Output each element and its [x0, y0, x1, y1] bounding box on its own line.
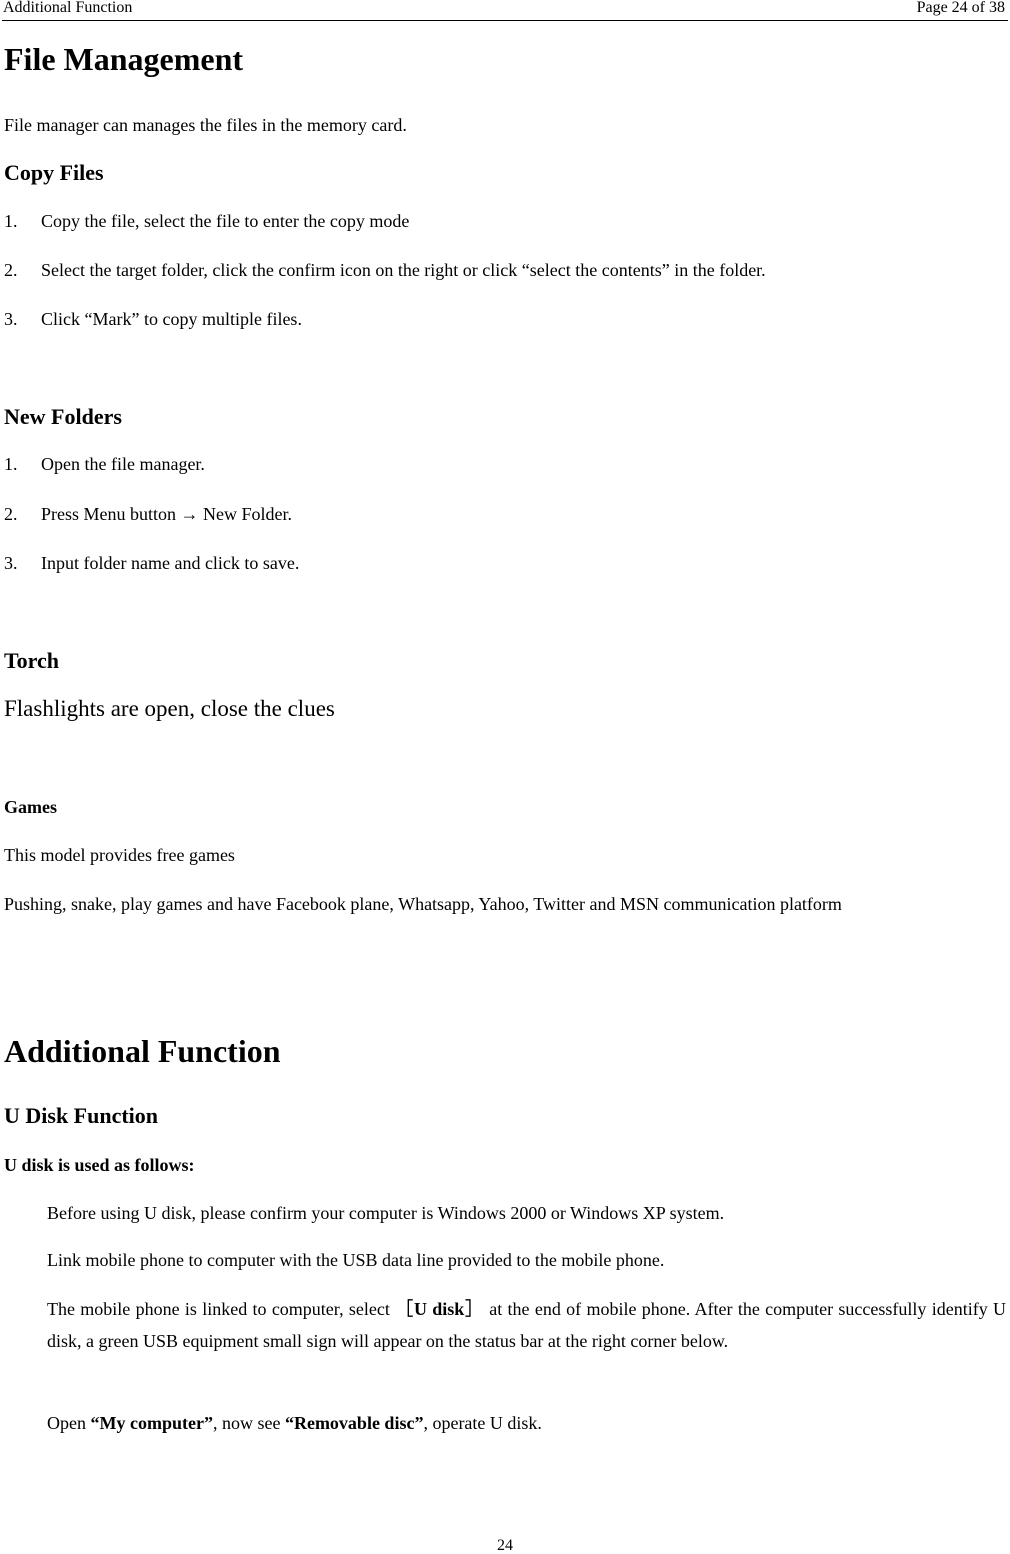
u-disk-paragraph-3 [47, 1293, 1006, 1357]
copy-step-number: 1. [4, 211, 18, 231]
u-disk-option-label: ［U disk］ [395, 1299, 484, 1319]
running-header-right: Page 24 of 38 [916, 0, 1005, 16]
heading-u-disk-function: U Disk Function [4, 1103, 159, 1128]
u-disk-paragraph-4 [47, 1407, 1006, 1439]
file-management-intro: File manager can manages the files in the memory card. [4, 115, 407, 135]
heading-new-folders: New Folders [4, 404, 122, 429]
games-line-2: Pushing, snake, play games and have Facebook plane, Whatsapp, Yahoo, Twitter and MSN communication platform [4, 894, 842, 914]
removable-disc-label: “Removable disc” [284, 1413, 424, 1433]
heading-games: Games [4, 797, 57, 817]
copy-step-number: 2. [4, 260, 18, 280]
heading-copy-files: Copy Files [4, 160, 104, 185]
running-header-left: Additional Function [3, 0, 133, 16]
torch-text: Flashlights are open, close the clues [4, 696, 335, 721]
section-title-file-management: File Management [4, 41, 244, 77]
u-disk-paragraph-1: Before using U disk, please confirm your computer is Windows 2000 or Windows XP system. [47, 1203, 725, 1223]
p4-text: , operate U disk. [423, 1413, 542, 1433]
header-rule [2, 20, 1008, 21]
folder-step-number: 3. [4, 553, 18, 573]
p4-text: , now see [212, 1413, 285, 1433]
folder-step-text: Input folder name and click to save. [41, 553, 300, 573]
p3-text: at the end of mobile phone. After the computer successfully identify U disk, a green USB equipment small sign will appear on the status bar at the right corner below. [47, 1299, 1006, 1351]
p4-text: Open [47, 1413, 91, 1433]
folder-step-text: Open the file manager. [41, 454, 205, 474]
p3-text: The mobile phone is linked to computer, select [47, 1299, 396, 1319]
folder-step-text: Press Menu button → New Folder. [41, 504, 292, 524]
games-line-1: This model provides free games [4, 845, 235, 865]
page-number: 24 [497, 1537, 513, 1554]
folder-step-number: 2. [4, 504, 18, 524]
copy-step-text: Select the target folder, click the confirm icon on the right or click “select the contents” in the folder. [41, 260, 766, 280]
section-title-additional-function: Additional Function [4, 1033, 281, 1069]
heading-torch: Torch [4, 648, 60, 673]
copy-step-number: 3. [4, 309, 18, 329]
folder-step-number: 1. [4, 454, 18, 474]
u-disk-subheading: U disk is used as follows: [4, 1155, 195, 1175]
copy-step-text: Copy the file, select the file to enter the copy mode [41, 211, 410, 231]
u-disk-paragraph-2: Link mobile phone to computer with the USB data line provided to the mobile phone. [47, 1250, 665, 1270]
copy-step-text: Click “Mark” to copy multiple files. [41, 309, 302, 329]
my-computer-label: “My computer” [90, 1413, 213, 1433]
